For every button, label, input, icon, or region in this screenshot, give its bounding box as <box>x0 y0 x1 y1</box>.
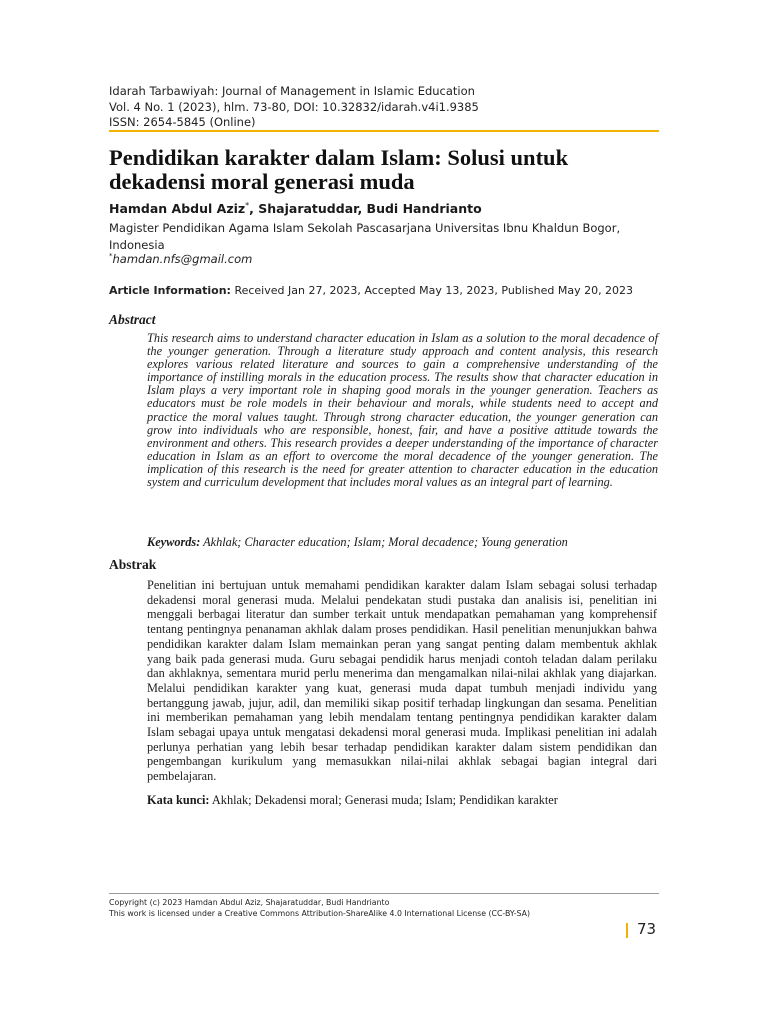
email-marker: * <box>109 252 113 261</box>
article-info-label: Article Information: <box>109 284 231 297</box>
article-information <box>109 284 669 297</box>
abstrak-heading: Abstrak <box>109 557 157 572</box>
copyright-notice: Copyright (c) 2023 Hamdan Abdul Aziz, Shajaratuddar, Budi Handrianto <box>109 898 390 907</box>
corresponding-author: Hamdan Abdul Aziz <box>109 201 246 217</box>
author-email <box>109 252 252 266</box>
keywords-label: Keywords: <box>147 535 201 549</box>
journal-header <box>109 84 659 131</box>
journal-name: Idarah Tarbawiyah: Journal of Management in Islamic Education <box>109 84 475 98</box>
footer <box>109 897 669 919</box>
paper-title: Pendidikan karakter dalam Islam: Solusi untuk dekadensi moral generasi muda <box>109 145 569 194</box>
kata-kunci <box>147 793 662 808</box>
abstract-text: This research aims to understand character education in Islam as a solution to the moral decadence of the younger generation. Through a literature study approach and content analysis, this research explores various related literature and sources to gain a comprehensive understanding of the importance of instilling morals in the education process. The results show that character education in Islam plays a very important role in shaping good morals in the younger generation. Teachers as educators must be role models in their behaviour and morals, while students need to accept and practice the moral values taught. Through strong character education, the younger generation can grow into individuals who are responsible, honest, fair, and have a positive attitude towards the environment and others. This research provides a deeper understanding of the importance of character education in Islam as an effort to overcome the moral decadence of the younger generation. The implication of this research is the need for greater attention to character education in the education system and curriculum development that includes moral values as an integral part of learning. <box>147 331 658 490</box>
keywords <box>147 535 662 550</box>
keywords-list: Akhlak; Character education; Islam; Moral decadence; Young generation <box>200 535 568 549</box>
article-info-dates: Received Jan 27, 2023, Accepted May 13, 2023, Published May 20, 2023 <box>230 284 634 297</box>
footer-rule <box>109 893 659 894</box>
corresponding-marker: * <box>245 201 250 210</box>
abstract-heading: Abstract <box>109 312 156 327</box>
journal-volume-doi: Vol. 4 No. 1 (2023), hlm. 73-80, DOI: 10.32832/idarah.v4i1.9385 <box>109 99 479 114</box>
co-authors: , Shajaratuddar, Budi Handrianto <box>249 201 482 217</box>
journal-issn: ISSN: 2654-5845 (Online) <box>109 115 256 129</box>
email-address: hamdan.nfs@gmail.com <box>112 252 253 266</box>
author-list <box>109 201 659 216</box>
page-number-bar <box>626 923 628 938</box>
kata-kunci-label: Kata kunci: <box>147 793 210 807</box>
abstrak-text: Penelitian ini bertujuan untuk memahami pendidikan karakter dalam Islam sebagai solusi terhadap dekadensi moral generasi muda. Melalui pendekatan studi pustaka dan analisis isi, penelitian ini menggali berbagai literatur dan sumber terkait untuk mendapatkan pemahaman yang komprehensif tentang pentingnya penanaman akhlak dalam proses pendidikan. Hasil penelitian menunjukkan bahwa pendidikan karakter dalam Islam memainkan peran yang sangat penting dalam membentuk akhlak yang baik pada generasi muda. Guru sebagai pendidik harus menjadi contoh teladan dalam perilaku dan akhlaknya, sementara murid perlu menerima dan mengamalkan nilai-nilai akhlak yang diajarkan. Melalui pendidikan karakter yang kuat, generasi muda dapat tumbuh menjadi individu yang bertanggung jawab, jujur, adil, dan memiliki sikap positif terhadap lingkungan dan sesama. Penelitian ini memberikan pemahaman yang lebih mendalam tentang pentingnya pendidikan karakter dalam Islam sebagai upaya untuk mengatasi dekadensi moral generasi muda. Implikasi penelitian ini adalah perlunya perhatian yang lebih besar terhadap pendidikan karakter dalam sistem pendidikan dan pengembangan kurikulum yang memasukkan nilai-nilai akhlak sebagai bagian integral dari pembelajaran. <box>147 578 657 784</box>
page-number: 73 <box>637 920 657 938</box>
header-rule <box>109 130 659 132</box>
license-notice: This work is licensed under a Creative Commons Attribution-ShareAlike 4.0 International License (CC-BY-SA) <box>109 909 531 918</box>
affiliation: Magister Pendidikan Agama Islam Sekolah Pascasarjana Universitas Ibnu Khaldun Bogor, Indonesia <box>109 221 621 252</box>
kata-kunci-list: Akhlak; Dekadensi moral; Generasi muda; Islam; Pendidikan karakter <box>209 793 558 807</box>
